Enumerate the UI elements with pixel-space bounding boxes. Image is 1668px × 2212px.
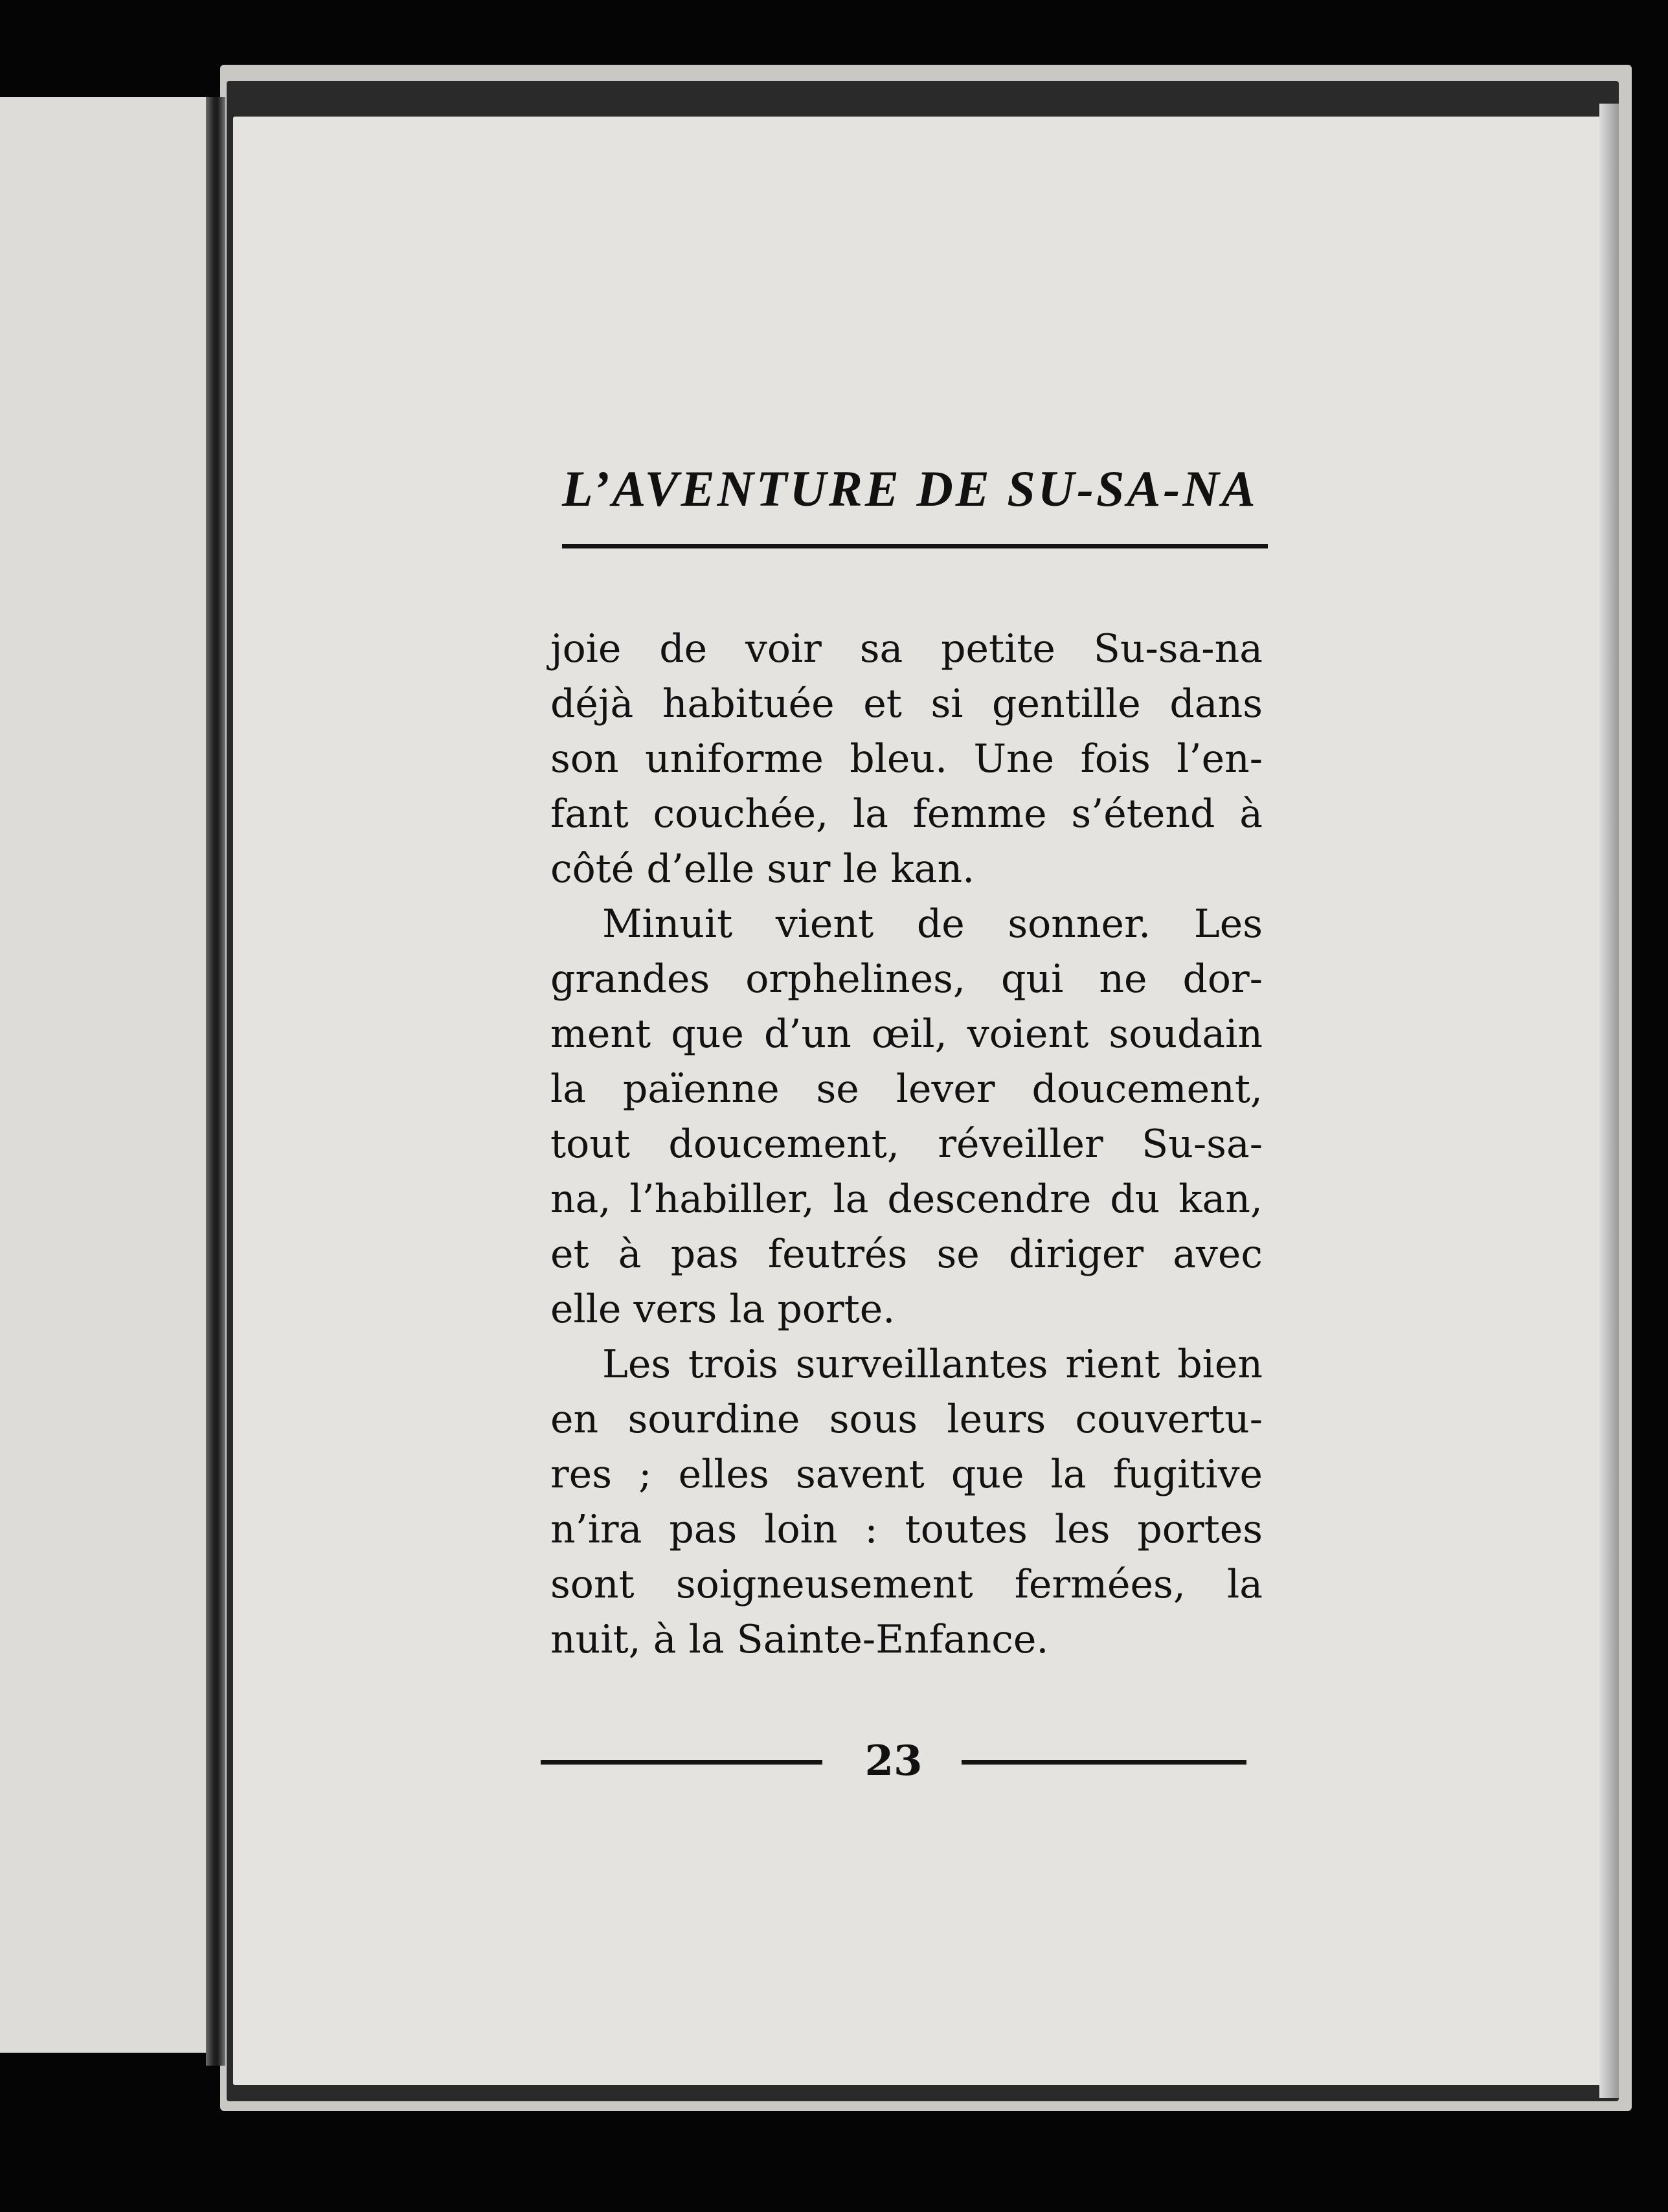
paragraph <box>550 622 1263 897</box>
page-number: 23 <box>864 1737 923 1785</box>
text-line: joie de voir sa petite Su-sa-na <box>550 626 1263 672</box>
footer-rule-right <box>962 1760 1246 1765</box>
text-line: na, l’habiller, la descendre du kan, <box>550 1177 1263 1222</box>
text-line: la païenne se lever doucement, <box>550 1066 1263 1112</box>
body-text <box>550 622 1263 1667</box>
text-line: n’ira pas loin : toutes les portes <box>550 1507 1263 1552</box>
text-line: Les trois surveillantes rient bien <box>602 1342 1263 1387</box>
text-line: Minuit vient de sonner. Les <box>602 901 1263 947</box>
text-line: sont soigneusement fermées, la <box>550 1562 1263 1607</box>
page-fore-edge <box>1599 104 1619 2098</box>
text-line: son uniforme bleu. Une fois l’en- <box>550 736 1263 782</box>
text-line: côté d’elle sur le kan. <box>550 846 975 892</box>
left-page-edge <box>0 97 220 2053</box>
paragraph <box>550 1337 1263 1667</box>
paragraph <box>550 897 1263 1337</box>
running-head: L’AVENTURE DE SU-SA-NA <box>562 460 1258 517</box>
text-line: et à pas feutrés se diriger avec <box>550 1232 1263 1277</box>
text-line: grandes orphelines, qui ne dor- <box>550 956 1263 1002</box>
footer-rule-left <box>541 1760 822 1765</box>
text-line: fant couchée, la femme s’étend à <box>550 791 1263 837</box>
running-head-rule <box>562 544 1268 548</box>
text-line: elle vers la porte. <box>550 1287 896 1332</box>
text-line: déjà habituée et si gentille dans <box>550 681 1263 727</box>
text-line: res ; elles savent que la fugitive <box>550 1452 1263 1497</box>
book-spine-gutter <box>206 97 225 2066</box>
text-line: ment que d’un œil, voient soudain <box>550 1011 1263 1057</box>
text-line: nuit, à la Sainte-Enfance. <box>550 1617 1049 1662</box>
text-line: en sourdine sous leurs couvertu- <box>550 1397 1263 1442</box>
text-line: tout doucement, réveiller Su-sa- <box>550 1122 1263 1167</box>
